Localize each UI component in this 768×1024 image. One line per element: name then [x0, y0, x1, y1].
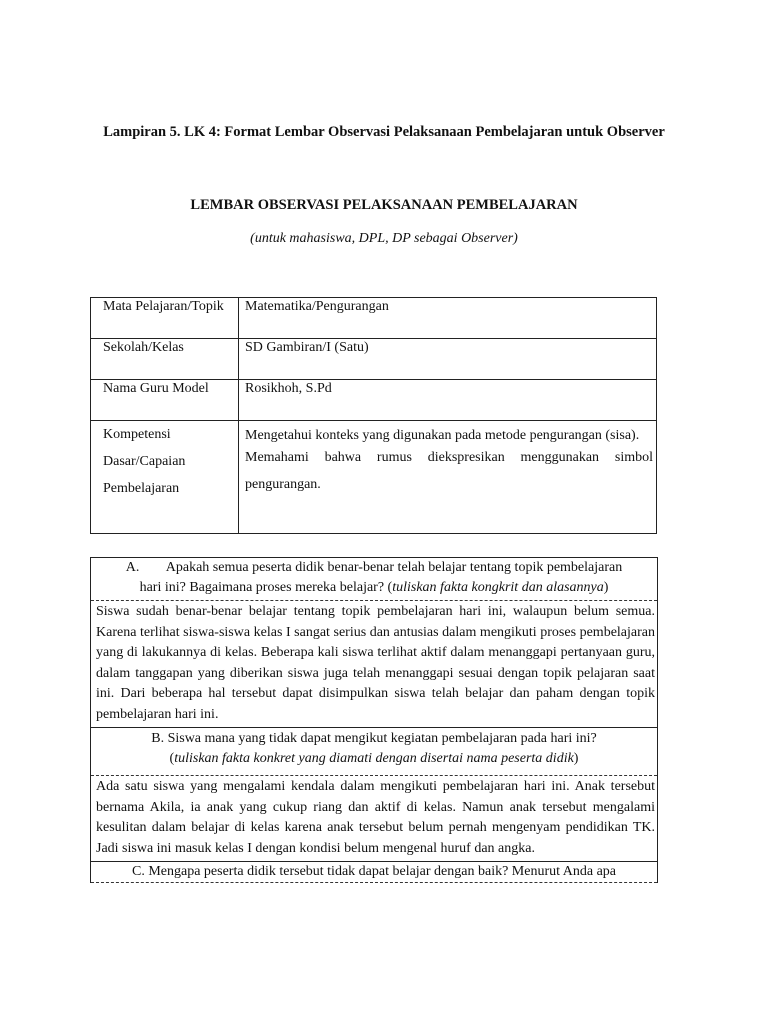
question-c — [91, 862, 657, 883]
table-row — [91, 298, 657, 339]
row-label: Mata Pelajaran/Topik — [91, 298, 239, 339]
observation-table — [90, 557, 658, 883]
kd-label — [91, 421, 239, 534]
kd-label-line: Kompetensi — [103, 427, 171, 442]
question-b — [91, 728, 657, 776]
row-label: Sekolah/Kelas — [91, 339, 239, 380]
kd-label-line: Dasar/Capaian — [103, 454, 186, 469]
question-b-line-2 — [95, 749, 653, 769]
question-c-line-1: C. Mengapa peserta didik tersebut tidak dapat belajar dengan baik? Menurut Anda apa — [132, 864, 616, 879]
question-a-letter: A. — [125, 560, 140, 575]
info-table — [90, 297, 657, 534]
answer-a: Siswa sudah benar-benar belajar tentang topik pembelajaran hari ini, walaupun belum semua. Karena terlihat siswa-siswa kelas I sangat serius dan antusias dalam mengikuti proses pembelajaran yang di lakukannya di kelas. Beberapa kali siswa terlihat aktif dalam menanggapi pertanyaan guru, dalam tanggapan yang diberikan siswa juga telah menanggapi sesuai dengan topik pelajaran saat ini. Dari beberapa hal tersebut dapat disimpulkan siswa telah belajar dan paham dengan topik pembelajaran hari ini. — [91, 601, 657, 728]
question-a-close: ) — [603, 580, 609, 595]
question-a-line-1 — [95, 558, 653, 578]
kd-value — [239, 421, 657, 534]
question-a-text: hari ini? Bagaimana proses mereka belajar? ( — [139, 580, 393, 595]
question-b-hint: tuliskan fakta konkret yang diamati dengan disertai nama peserta didik — [174, 751, 574, 766]
table-row — [91, 339, 657, 380]
question-a-text: Apakah semua peserta didik benar-benar telah belajar tentang topik pembelajaran — [165, 560, 623, 575]
form-note: (untuk mahasiswa, DPL, DP sebagai Observer) — [250, 231, 518, 246]
table-row — [91, 421, 657, 534]
row-value: Rosikhoh, S.Pd — [239, 380, 657, 421]
question-a-line-2 — [95, 578, 653, 598]
kd-value-line: Memahami bahwa rumus diekspresikan menggunakan simbol pengurangan. — [245, 450, 653, 492]
answer-b: Ada satu siswa yang mengalami kendala dalam mengikuti pembelajaran hari ini. Anak tersebut bernama Akila, ia anak yang cukup riang dan aktif di kelas. Namun anak tersebut mengalami kesulitan dalam belajar di kelas karena anak tersebut belum pernah mengenyam pendidikan TK. Jadi siswa ini masuk kelas I dengan kondisi belum mengenal huruf dan angka. — [91, 776, 657, 862]
appendix-title: Lampiran 5. LK 4: Format Lembar Observasi Pelaksanaan Pembelajaran untuk Observer — [103, 124, 665, 140]
row-value: SD Gambiran/I (Satu) — [239, 339, 657, 380]
question-b-open: ( — [169, 751, 175, 766]
kd-label-line: Pembelajaran — [103, 481, 180, 496]
question-b-line-1: B. Siswa mana yang tidak dapat mengikut kegiatan pembelajaran pada hari ini? — [151, 731, 597, 746]
form-title: LEMBAR OBSERVASI PELAKSANAAN PEMBELAJARAN — [190, 197, 578, 213]
table-row — [91, 380, 657, 421]
question-a-hint: tuliskan fakta kongkrit dan alasannya — [392, 580, 604, 595]
row-value: Matematika/Pengurangan — [239, 298, 657, 339]
kd-value-line: Mengetahui konteks yang digunakan pada metode pengurangan (sisa). — [245, 428, 640, 443]
row-label: Nama Guru Model — [91, 380, 239, 421]
question-b-close: ) — [573, 751, 579, 766]
question-a — [91, 558, 657, 601]
